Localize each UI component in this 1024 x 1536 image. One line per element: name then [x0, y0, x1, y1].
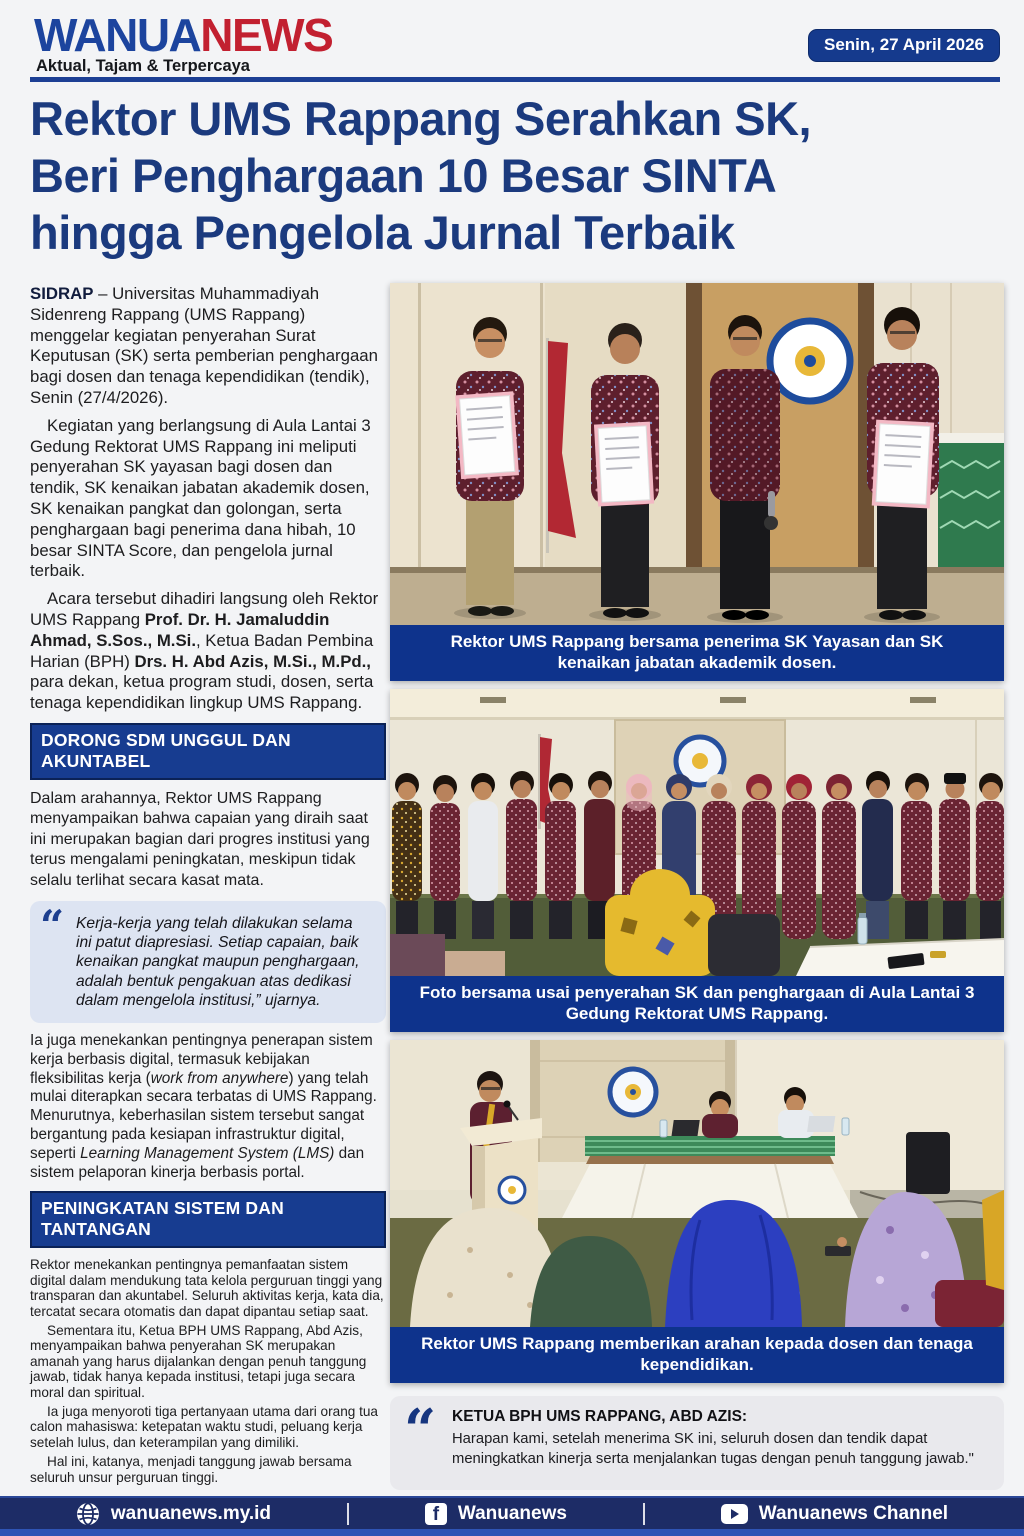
header-divider-rule	[30, 77, 1000, 82]
photo-card-2	[390, 689, 1004, 1032]
footer-website-link[interactable]	[76, 1502, 271, 1526]
section-header-peningkatan-sistem: PENINGKATAN SISTEM DAN TANTANGAN	[30, 1191, 386, 1248]
section2-paragraph-3: Ia juga menyoroti tiga pertanyaan utama dari orang tua calon mahasiswa: ketepatan waktu studi, peluang kerja setelah lulus, dan keterampilan yang dimiliki.	[30, 1404, 378, 1450]
pull-quote-title: KETUA BPH UMS RAPPANG, ABD AZIS:	[452, 1408, 748, 1425]
pull-quote-text: Harapan kami, setelah menerima SK ini, seluruh dosen dan tendik dapat meningkatkan kinerja serta menjalankan tugas dengan penuh tanggung jawab."	[452, 1431, 974, 1467]
page-title	[30, 90, 996, 261]
date-badge: Senin, 27 April 2026	[808, 29, 1000, 62]
photo-3-illustration	[390, 1040, 1004, 1327]
paragraph-3: Acara tersebut dihadiri langsung oleh Rektor UMS Rappang Prof. Dr. H. Jamaluddin Ahmad, S.Sos., M.Si., Ketua Badan Pembina Harian (BPH) Drs. H. Abd Azis, M.Si., M.Pd., para dekan, ketua program studi, dosen, serta tenaga kependidikan lingkup UMS Rappang.	[30, 589, 379, 713]
brand-part-red: NEWS	[200, 9, 333, 61]
footer-youtube-link[interactable]	[721, 1503, 948, 1525]
article-text-column	[30, 284, 386, 1489]
section1-paragraph-1: Dalam arahannya, Rektor UMS Rappang menyampaikan bahwa capaian yang diraih saat ini merupakan bagian dari progres institusi yang terus mengalami peningkatan, meskipun tidak selalu terlihat secara kasat mata.	[30, 789, 370, 889]
photo-2-caption: Foto bersama usai penyerahan SK dan penghargaan di Aula Lantai 3 Gedung Rektorat UMS Rappang.	[390, 976, 1004, 1032]
rector-quote-box	[30, 901, 386, 1023]
section-header-sdm-unggul: DORONG SDM UNGGUL DAN AKUNTABEL	[30, 723, 386, 780]
youtube-icon	[721, 1504, 748, 1524]
dateline-location: SIDRAP	[30, 284, 94, 303]
photo-card-3	[390, 1040, 1004, 1383]
photo-column	[390, 283, 1004, 1490]
photo-3-caption: Rektor UMS Rappang memberikan arahan kepada dosen dan tenaga kependidikan.	[390, 1327, 1004, 1383]
photo-1-illustration	[390, 283, 1004, 625]
headline-line-2: Beri Penghargaan 10 Besar SINTA	[30, 149, 777, 202]
facebook-icon: f	[425, 1503, 447, 1525]
photo-card-1	[390, 283, 1004, 681]
footer-bar	[0, 1496, 1024, 1536]
section2-paragraph-4: Hal ini, katanya, menjadi tanggung jawab bersama seluruh unsur perguruan tinggi.	[30, 1454, 352, 1485]
section2-paragraph-2: Sementara itu, Ketua BPH UMS Rappang, Abd Azis, menyampaikan bahwa penyerahan SK merupakan amanah yang harus dijalankan dengan penuh tanggung jawab, tidak hanya kepada institusi, tetapi juga secara moral dan spiritual.	[30, 1322, 367, 1400]
quote-mark-icon: “	[404, 1397, 437, 1463]
footer-facebook-link[interactable]	[425, 1503, 567, 1525]
brand-logo	[34, 9, 333, 61]
photo-2-illustration	[390, 689, 1004, 976]
photo-1-caption: Rektor UMS Rappang bersama penerima SK Yayasan dan SK kenaikan jabatan akademik dosen.	[390, 625, 1004, 681]
lms-term: Learning Management System (LMS)	[80, 1144, 335, 1162]
work-from-anywhere-term: work from anywhere	[150, 1069, 289, 1087]
headline-line-3: hingga Pengelola Jurnal Terbaik	[30, 206, 735, 259]
quote-mark-icon: “	[40, 900, 65, 950]
section2-paragraph-1: Rektor menekankan pentingnya pemanfaatan sistem digital dalam mendukung tata kelola perguruan tinggi yang transparan dan akuntabel. Seluruh aktivitas kerja, kata dia, tercatat secara otomatis dan dapat dipantau setiap saat.	[30, 1257, 384, 1319]
footer-facebook-label: Wanuanews	[457, 1502, 567, 1524]
bph-chair-name: Drs. H. Abd Azis, M.Si., M.Pd.,	[134, 651, 371, 671]
rector-name: Prof. Dr. H. Jamaluddin Ahmad, S.Sos., M.Si.	[30, 609, 330, 650]
paragraph-2: Kegiatan yang berlangsung di Aula Lantai 3 Gedung Rektorat UMS Rappang ini meliputi penyerahan SK yayasan bagi dosen dan tendik, SK kenaikan jabatan akademik dosen, SK kenaikan pangkat dan golongan, serta penghargaan bagi penerima dana hibah, 10 besar SINTA Score, dan pengelola jurnal terbaik.	[30, 415, 371, 581]
rector-quote-text: Kerja-kerja yang telah dilakukan selama ini patut diapresiasi. Setiap capaian, baik kenaikan pangkat maupun penghargaan, adalah bentuk pengakuan atas dedikasi dalam mengelola institusi,” ujarnya.	[76, 914, 360, 1009]
footer-youtube-label: Wanuanews Channel	[758, 1502, 949, 1524]
footer-divider	[347, 1503, 349, 1525]
brand-tagline: Aktual, Tajam & Terpercaya	[36, 57, 250, 75]
footer-divider	[643, 1503, 645, 1525]
lead-text: – Universitas Muhammadiyah Sidenreng Rappang (UMS Rappang) menggelar kegiatan penyerahan Surat Keputusan (SK) serta pemberian penghargaan bagi dosen dan tenaga kependidikan (tendik), Senin (27/4/2026).	[30, 284, 378, 407]
lead-paragraph	[30, 284, 386, 409]
section1-paragraph-2: Ia juga menekankan pentingnya penerapan sistem kerja berbasis digital, termasuk kebijakan fleksibilitas kerja (work from anywhere) yang telah mulai diterapkan secara terbatas di UMS Rappang. Menurutnya, keberhasilan sistem tersebut sangat bergantung pada kesiapan infrastruktur digital, seperti Learning Management System (LMS) dan sistem pelaporan kinerja berbasis portal.	[30, 1031, 377, 1181]
globe-icon	[76, 1502, 100, 1526]
bph-chair-pull-quote	[390, 1396, 1004, 1490]
headline-line-1: Rektor UMS Rappang Serahkan SK,	[30, 92, 812, 145]
footer-website-label: wanuanews.my.id	[110, 1502, 272, 1524]
brand-part-blue: WANUA	[34, 9, 201, 61]
